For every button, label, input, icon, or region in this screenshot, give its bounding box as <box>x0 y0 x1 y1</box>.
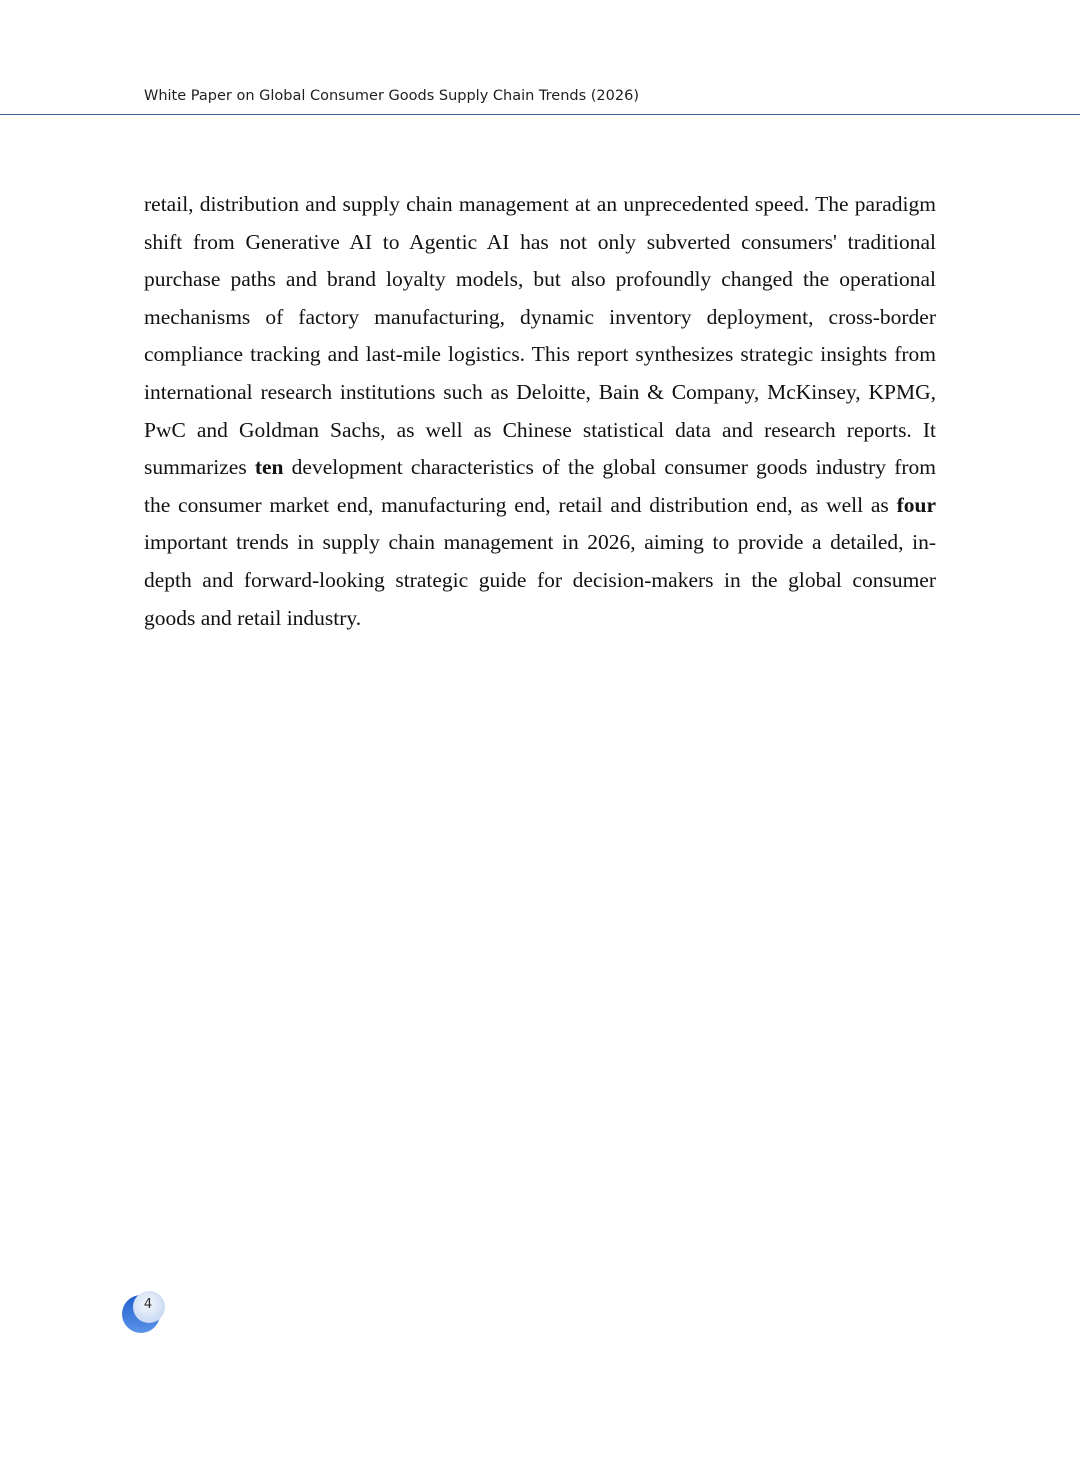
page-number-badge-icon <box>120 1288 170 1338</box>
header-divider <box>0 114 1080 115</box>
paragraph-text-2: development characteristics of the global consumer goods industry from the consumer market end, manufacturing end, retail and distribution end, as well as <box>144 455 936 517</box>
emphasis-four: four <box>896 492 936 517</box>
page-number: 4 <box>143 1297 153 1312</box>
running-header-title: White Paper on Global Consumer Goods Supply Chain Trends (2026) <box>144 88 639 104</box>
emphasis-ten: ten <box>254 455 284 480</box>
paragraph-text-1: retail, distribution and supply chain management at an unprecedented speed. The paradigm shift from Generative AI to Agentic AI has not only subverted consumers' traditional purchase paths and brand loyalty models, but also profoundly changed the operational mechanisms of factory manufacturing, dynamic inventory deployment, cross-border compliance tracking and last-mile logistics. This report synthesizes strategic insights from international research institutions such as Deloitte, Bain & Company, McKinsey, KPMG, PwC and Goldman Sachs, as well as Chinese statistical data and research reports. It summarizes <box>144 192 936 480</box>
body-paragraph <box>144 186 936 637</box>
paragraph-text-3: important trends in supply chain management in 2026, aiming to provide a detailed, in-depth and forward-looking strategic guide for decision-makers in the global consumer goods and retail industry. <box>144 530 936 630</box>
